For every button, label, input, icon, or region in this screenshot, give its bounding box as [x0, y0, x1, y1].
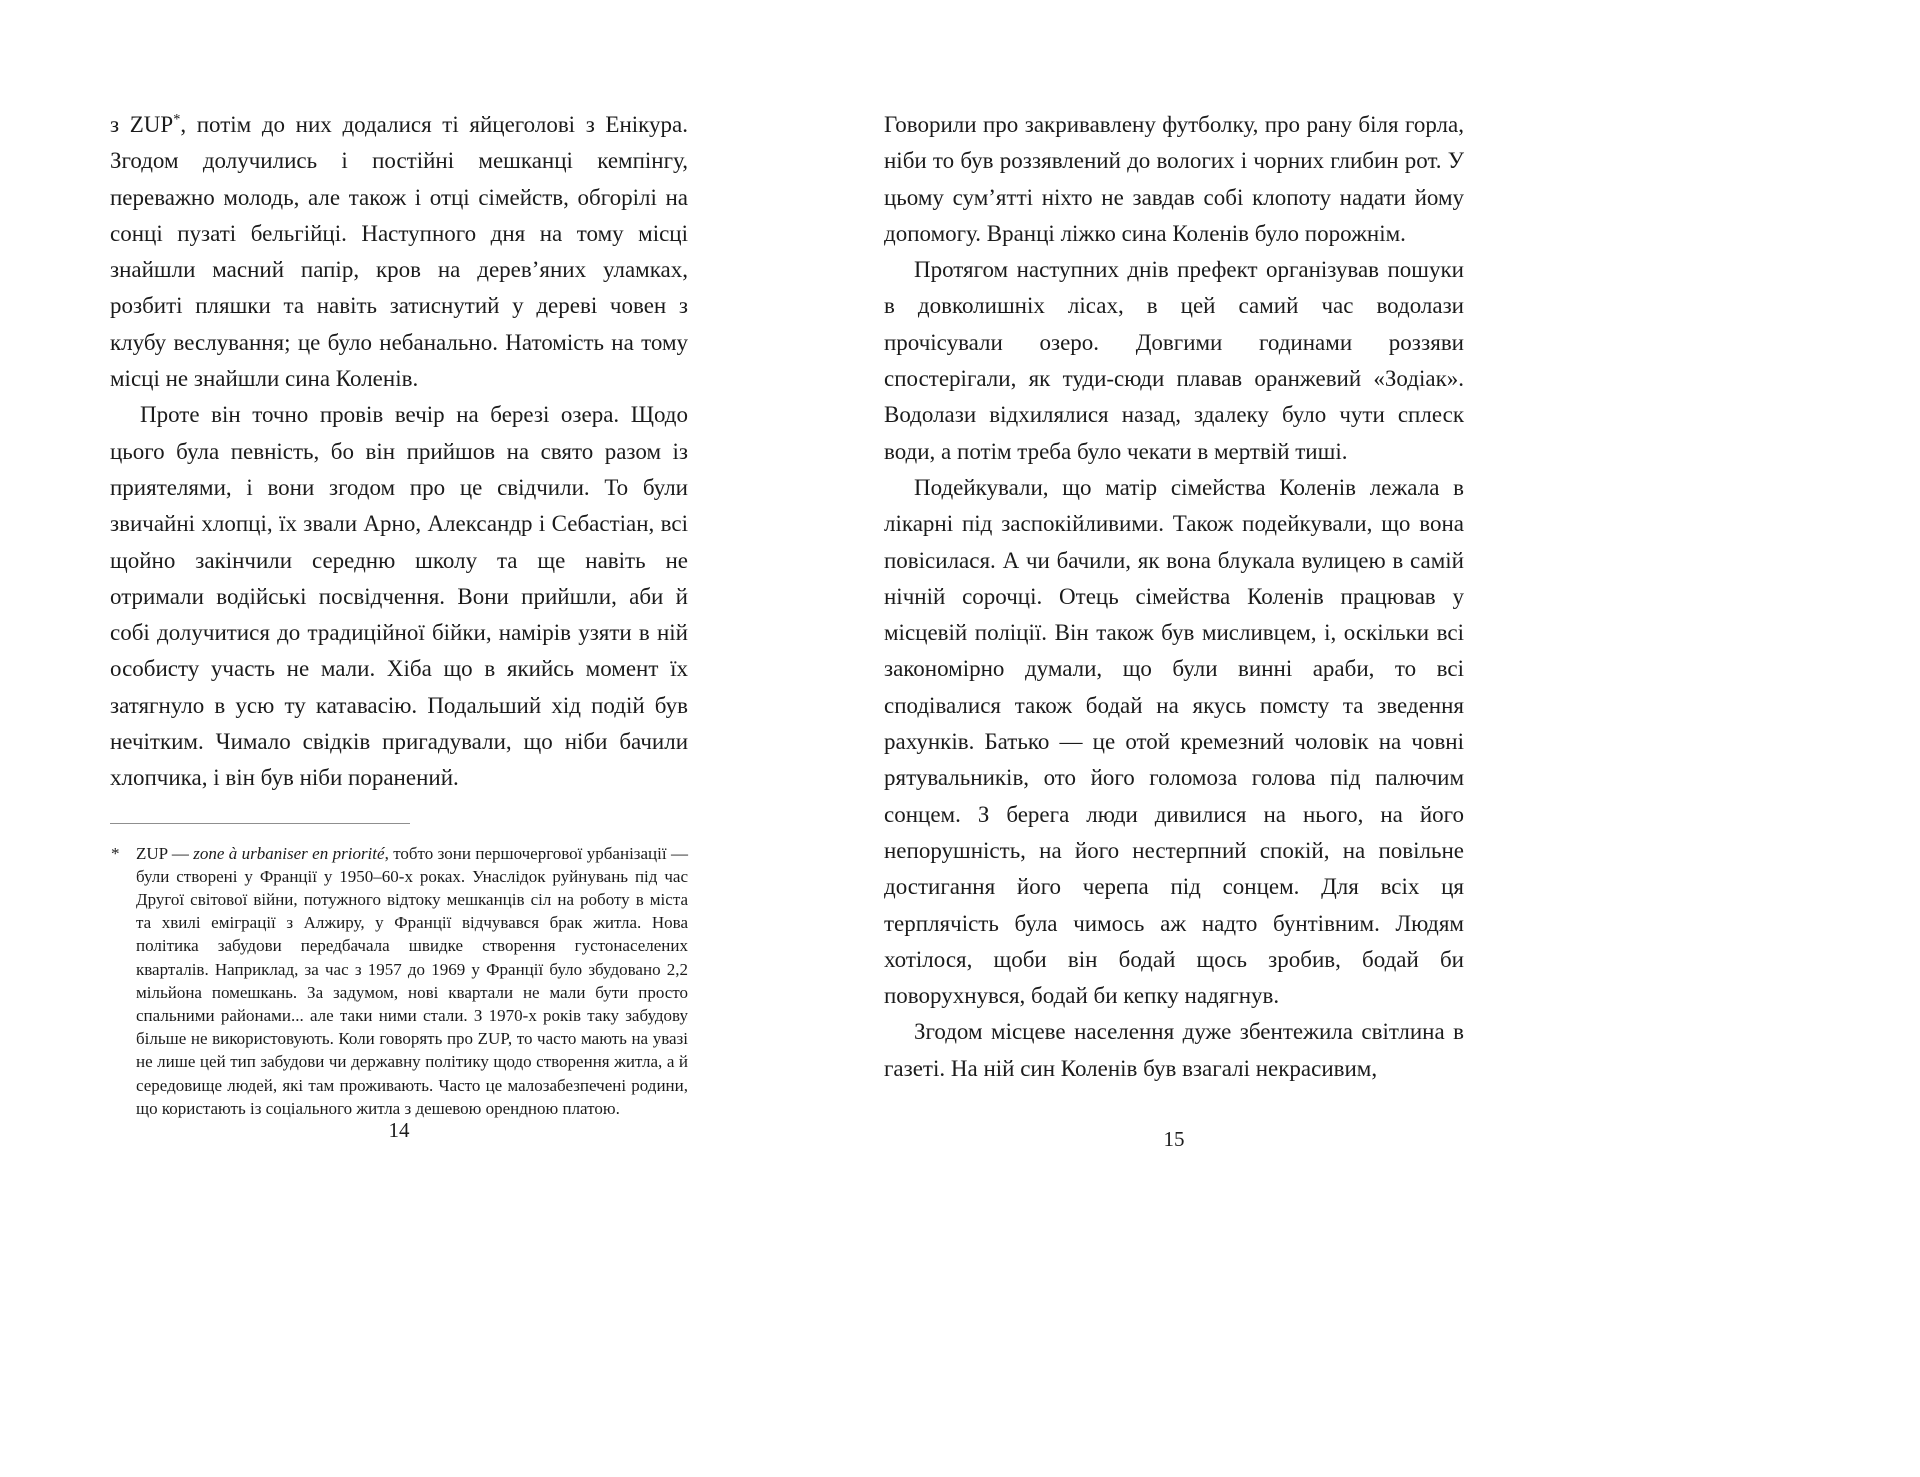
paragraph: Протягом наступних днів префект організував пошуки в довколишніх лісах, в цей самий час водолази прочісували озеро. Довгими годинами роззяви спостерігали, як туди-сюди плавав оранжевий «Зодіак». Водолази відхилялися назад, здалеку було чути сплеск води, а потім треба було чекати в мертвій тиші. — [884, 257, 1464, 464]
footnote-term-italic: zone à urbaniser en priorité — [193, 843, 385, 863]
footnote-reference: * — [173, 111, 181, 128]
page-right — [884, 107, 1464, 1087]
paragraph-text: , потім до них додалися ті яйцеголові з Енікура. Згодом долучились і постійні мешканці кемпінгу, переважно молодь, але також і отці сімейств, обгорілі на сонці пузаті бельгійці. Наступного дня на тому місці знайшли масний папір, кров на дерев’яних уламках, розбиті пляшки та навіть затиснутий у дереві човен з клубу веслування; це було небанально. Натомість на тому місці не знайшли сина Коленів. — [110, 112, 688, 392]
paragraph-text: з ZUP — [110, 112, 174, 137]
paragraph — [110, 107, 688, 397]
page-left — [110, 107, 688, 1120]
footnote-separator — [110, 823, 410, 824]
paragraph: Подейкували, що матір сімейства Коленів лежала в лікарні під заспокійливими. Також подейкували, що вона повісилася. А чи бачили, як вона блукала вулицею в самій нічній сорочці. Отець сімейства Коленів працював у місцевій поліції. Він також був мисливцем, і, оскільки всі закономірно думали, що були винні араби, то всі сподівалися також бодай на якусь помсту та зведення рахунків. Батько — це отой кремезний чоловік на човні рятувальників, ото його голомоза голова під палючим сонцем. З берега люди дивилися на нього, на його непорушність, на його нестерпний спокій, на повільне достигання його черепа під сонцем. Для всіх ця терплячість була чимось аж надто бунтівним. Людям хотілося, щоби він бодай щось зробив, бодай би поворухнувся, бодай би кепку надягнув. — [884, 474, 1464, 1009]
paragraph: Проте він точно провів вечір на березі озера. Щодо цього була певність, бо він прийшов на свято разом із приятелями, і вони згодом про це свідчили. То були звичайні хлопці, їх звали Арно, Александр і Себастіан, всі щойно закінчили середню школу та ще навіть не отримали водійські посвідчення. Вони прийшли, аби й собі долучитися до традиційної бійки, намірів узяти в ній особисту участь не мали. Хіба що в якийсь момент їх затягнуло в усю ту катавасію. Подальший хід подій був нечітким. Чимало свідків пригадували, що ніби бачили хлопчика, і він був ніби поранений. — [110, 402, 688, 791]
paragraph: Говорили про закривавлену футболку, про рану біля горла, ніби то був роззявлений до вологих і чорних глибин рот. У цьому сум’ятті ніхто не завдав собі клопоту надати йому допомогу. Вранці ліжко сина Коленів було порожнім. — [884, 112, 1464, 246]
footnote — [110, 842, 688, 1120]
footnote-marker: * — [111, 843, 120, 863]
page-number: 15 — [1163, 1127, 1185, 1151]
footnote-text: , тобто зони першочергової урбанізації — були створені у Франції у 1950–60-х роках. Унаслідок руйнувань під час Другої світової війни, потужного відтоку мешканців сіл на роботу в міста та хвилі еміграції з Алжиру, у Франції відчувався брак житла. Нова політика забудови передбачала швидке створення густонаселених кварталів. Наприклад, за час з 1957 до 1969 у Франції було збудовано 2,2 мільйона помешкань. За задумом, нові квартали не мали бути просто спальними районами... але таки ними стали. З 1970-х років таку забудову більше не використовують. Коли говорять про ZUP, то часто мають на увазі не лише цей тип забудови чи державну політику щодо створення житла, а й середовище людей, які там проживають. Часто це малозабезпечені родини, що користають із соціального житла з дешевою орендною платою. — [136, 843, 688, 1118]
paragraph: Згодом місцеве населення дуже збентежила світлина в газеті. На ній син Коленів був взагалі некрасивим, — [884, 1019, 1464, 1081]
footnote-term: ZUP — — [136, 843, 194, 863]
page-number: 14 — [388, 1118, 410, 1142]
